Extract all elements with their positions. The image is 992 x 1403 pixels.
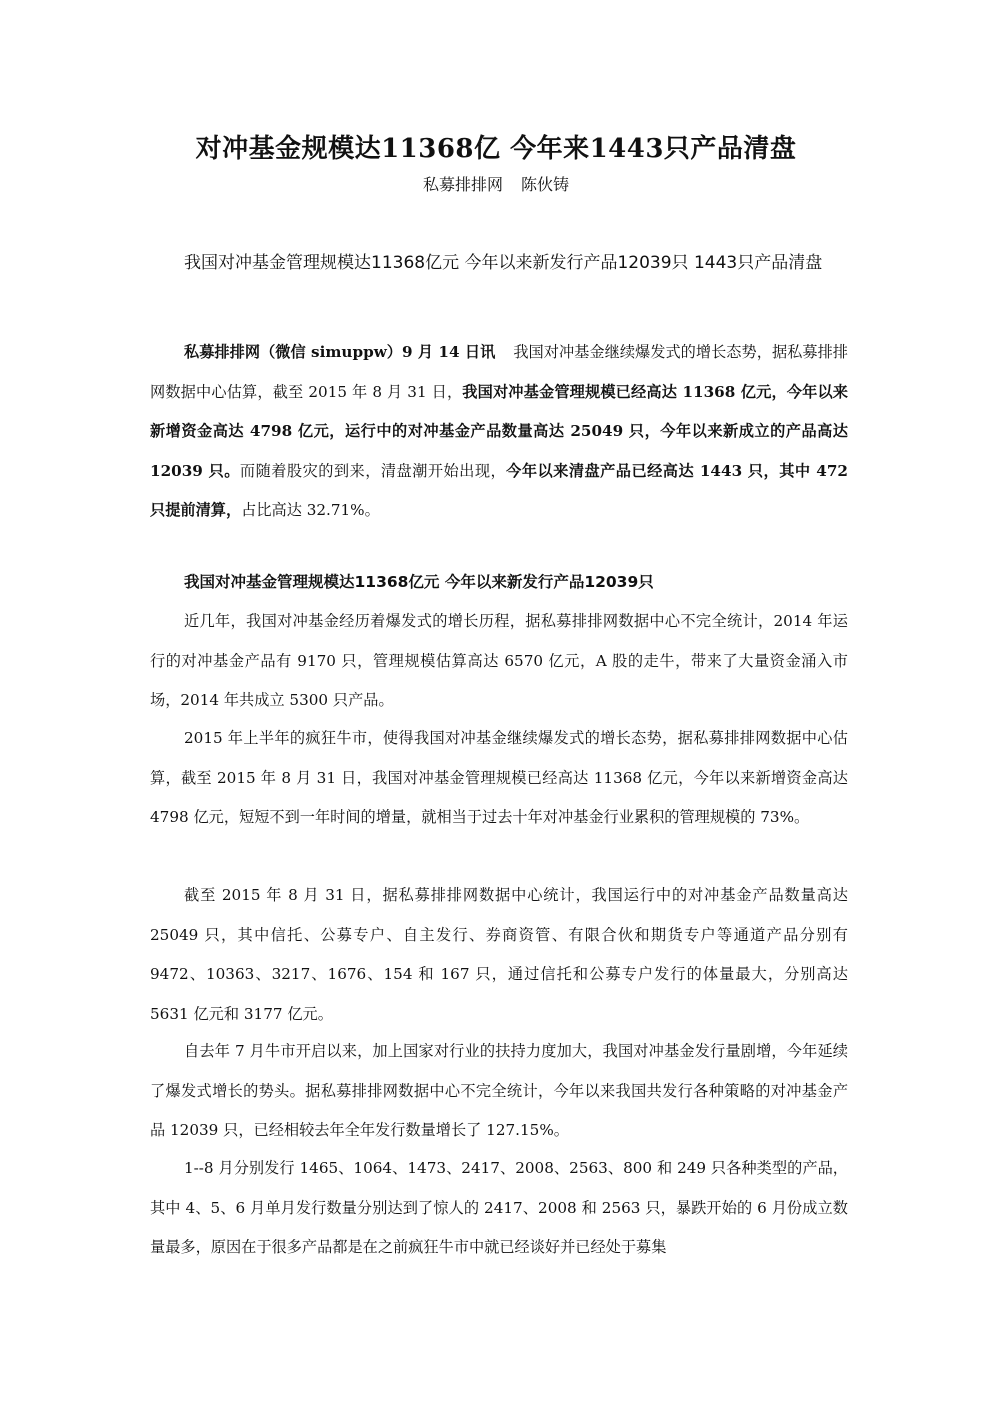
- lead-dateline: 私募排排网（微信 simuppw）9 月 14 日讯: [184, 343, 496, 361]
- body-paragraph-3: 截至 2015 年 8 月 31 日，据私募排排网数据中心统计，我国运行中的对冲基金产品数量高达 25049 只，其中信托、公募专户、自主发行、券商资管、有限合伙和期货专户等通道产品分别有 9472、10363、3217、1676、154 和 167 只，通过信托和公募专户发行的体量最大，分别高达 5631 亿元和 3177 亿元。: [150, 886, 848, 1023]
- body-paragraph-4: 自去年 7 月牛市开启以来，加上国家对行业的扶持力度加大，我国对冲基金发行量剧增，今年延续了爆发式增长的势头。据私募排排网数据中心不完全统计，今年以来我国共发行各种策略的对冲基金产品 12039 只，已经相较去年全年发行数量增长了 127.15%。: [150, 1042, 848, 1139]
- byline: [0, 172, 992, 195]
- section-heading: 我国对冲基金管理规模达11368亿元 今年以来新发行产品12039只: [184, 573, 654, 591]
- body-paragraph-1: 近几年，我国对冲基金经历着爆发式的增长历程，据私募排排网数据中心不完全统计，2014 年运行的对冲基金产品有 9170 只，管理规模估算高达 6570 亿元，A 股的走牛，带来了大量资金涌入市场，2014 年共成立 5300 只产品。: [150, 612, 848, 709]
- body-paragraph-5: 1--8 月分别发行 1465、1064、1473、2417、2008、2563、800 和 249 只各种类型的产品，其中 4、5、6 月单月发行数量分别达到了惊人的 2417、2008 和 2563 只，暴跌开始的 6 月份成立数量最多，原因在于很多产品都是在之前疯狂牛市中就已经谈好并已经处于募集: [150, 1159, 848, 1256]
- body-paragraph-2: 2015 年上半年的疯狂牛市，使得我国对冲基金继续爆发式的增长态势，据私募排排网数据中心估算，截至 2015 年 8 月 31 日，我国对冲基金管理规模已经高达 11368 亿元，今年以来新增资金高达 4798 亿元，短短不到一年时间的增量，就相当于过去十年对冲基金行业累积的管理规模的 73%。: [150, 729, 848, 826]
- lead-text-1: 我国对冲基金继续爆发式的增长态势，据私募排排网数据中心估算，截至 2015 年 8 月 31 日，: [150, 343, 848, 401]
- lead-text-3: 占比高达 32.71%。: [241, 501, 380, 519]
- article-title: 对冲基金规模达11368亿 今年来1443只产品清盘: [195, 134, 797, 164]
- lead-paragraph: [150, 333, 848, 531]
- byline-source: 私募排排网: [422, 175, 503, 194]
- article-summary: 我国对冲基金管理规模达11368亿元 今年以来新发行产品12039只 1443只产品清盘: [184, 253, 823, 273]
- lead-bold-2: 今年以来清盘产品已经高达 1443 只，其中 472 只提前清算，: [150, 461, 849, 519]
- lead-text-2: 而随着股灾的到来，清盘潮开始出现，: [239, 461, 507, 480]
- byline-author: 陈伙铸: [521, 175, 570, 194]
- lead-bold-1: 我国对冲基金管理规模已经高达 11368 亿元，今年以来新增资金高达 4798 亿元，运行中的对冲基金产品数量高达 25049 只，今年以来新成立的产品高达 12039 只。: [150, 382, 848, 480]
